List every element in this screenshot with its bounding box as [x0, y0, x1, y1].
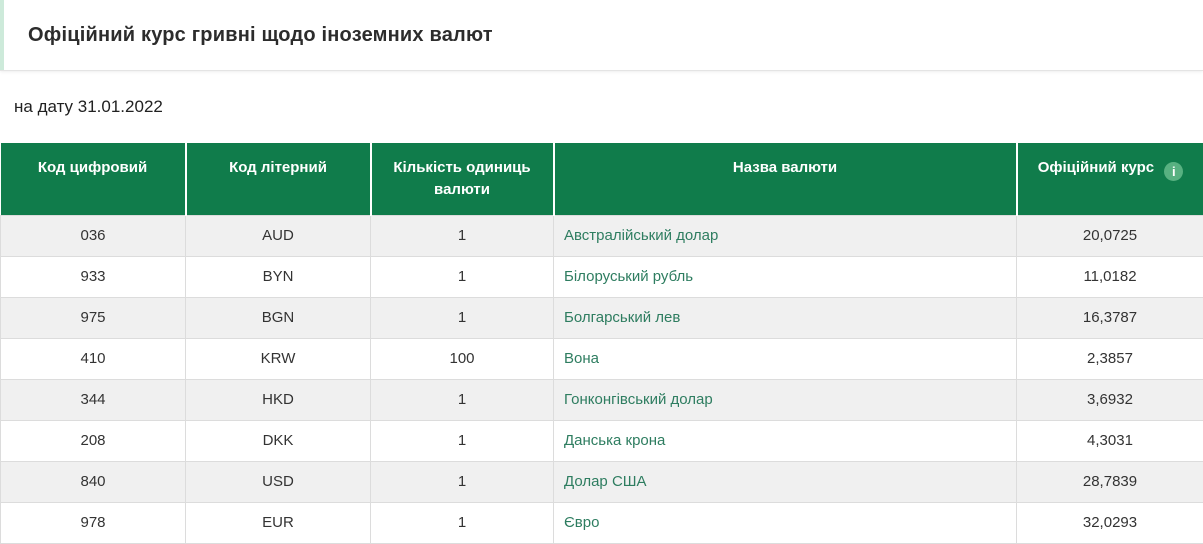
column-header-currency-name: Назва валюти — [554, 143, 1017, 215]
cell-units: 1 — [371, 420, 554, 461]
cell-units: 1 — [371, 461, 554, 502]
cell-rate: 20,0725 — [1017, 215, 1203, 256]
column-header-letter-code: Код літерний — [186, 143, 371, 215]
cell-num-code: 933 — [1, 256, 186, 297]
cell-rate: 3,6932 — [1017, 379, 1203, 420]
column-header-num-code: Код цифровий — [1, 143, 186, 215]
date-line: на дату 31.01.2022 — [14, 97, 1203, 117]
cell-units: 1 — [371, 502, 554, 543]
currency-table — [0, 143, 1203, 544]
info-icon[interactable]: i — [1164, 162, 1183, 181]
currency-link[interactable]: Болгарський лев — [564, 309, 680, 326]
page-header — [0, 0, 1203, 71]
cell-letter-code: AUD — [186, 215, 371, 256]
accent-strip — [0, 0, 4, 70]
page-title: Офіційний курс гривні щодо іноземних валют — [28, 24, 493, 47]
column-header-rate — [1017, 143, 1203, 215]
cell-letter-code: BYN — [186, 256, 371, 297]
cell-currency-name — [554, 502, 1017, 543]
cell-rate: 11,0182 — [1017, 256, 1203, 297]
cell-rate: 4,3031 — [1017, 420, 1203, 461]
cell-letter-code: USD — [186, 461, 371, 502]
cell-letter-code: KRW — [186, 338, 371, 379]
cell-rate: 16,3787 — [1017, 297, 1203, 338]
cell-currency-name — [554, 420, 1017, 461]
cell-units: 1 — [371, 297, 554, 338]
column-header-rate-label: Офіційний курс — [1038, 159, 1154, 176]
table-row — [1, 461, 1203, 502]
cell-units: 1 — [371, 256, 554, 297]
table-row — [1, 420, 1203, 461]
cell-currency-name — [554, 461, 1017, 502]
column-header-units: Кількість одиниць валюти — [371, 143, 554, 215]
cell-currency-name — [554, 256, 1017, 297]
cell-letter-code: BGN — [186, 297, 371, 338]
table-row — [1, 297, 1203, 338]
cell-letter-code: HKD — [186, 379, 371, 420]
cell-rate: 32,0293 — [1017, 502, 1203, 543]
currency-link[interactable]: Австралійський долар — [564, 227, 718, 244]
cell-currency-name — [554, 215, 1017, 256]
currency-link[interactable]: Данська крона — [564, 432, 665, 449]
currency-link[interactable]: Долар США — [564, 473, 647, 490]
cell-letter-code: DKK — [186, 420, 371, 461]
currency-link[interactable]: Гонконгівський долар — [564, 391, 713, 408]
cell-rate: 28,7839 — [1017, 461, 1203, 502]
table-row — [1, 338, 1203, 379]
currency-link[interactable]: Білоруський рубль — [564, 268, 693, 285]
table-row — [1, 502, 1203, 543]
cell-num-code: 036 — [1, 215, 186, 256]
cell-units: 100 — [371, 338, 554, 379]
currency-link[interactable]: Вона — [564, 350, 599, 367]
cell-letter-code: EUR — [186, 502, 371, 543]
cell-num-code: 344 — [1, 379, 186, 420]
table-header-row — [1, 143, 1203, 215]
cell-currency-name — [554, 338, 1017, 379]
currency-table-body — [1, 215, 1203, 543]
cell-num-code: 208 — [1, 420, 186, 461]
currency-link[interactable]: Євро — [564, 514, 599, 531]
cell-currency-name — [554, 379, 1017, 420]
cell-units: 1 — [371, 215, 554, 256]
cell-units: 1 — [371, 379, 554, 420]
cell-rate: 2,3857 — [1017, 338, 1203, 379]
table-row — [1, 379, 1203, 420]
cell-num-code: 975 — [1, 297, 186, 338]
table-row — [1, 256, 1203, 297]
cell-currency-name — [554, 297, 1017, 338]
cell-num-code: 840 — [1, 461, 186, 502]
cell-num-code: 410 — [1, 338, 186, 379]
cell-num-code: 978 — [1, 502, 186, 543]
table-row — [1, 215, 1203, 256]
